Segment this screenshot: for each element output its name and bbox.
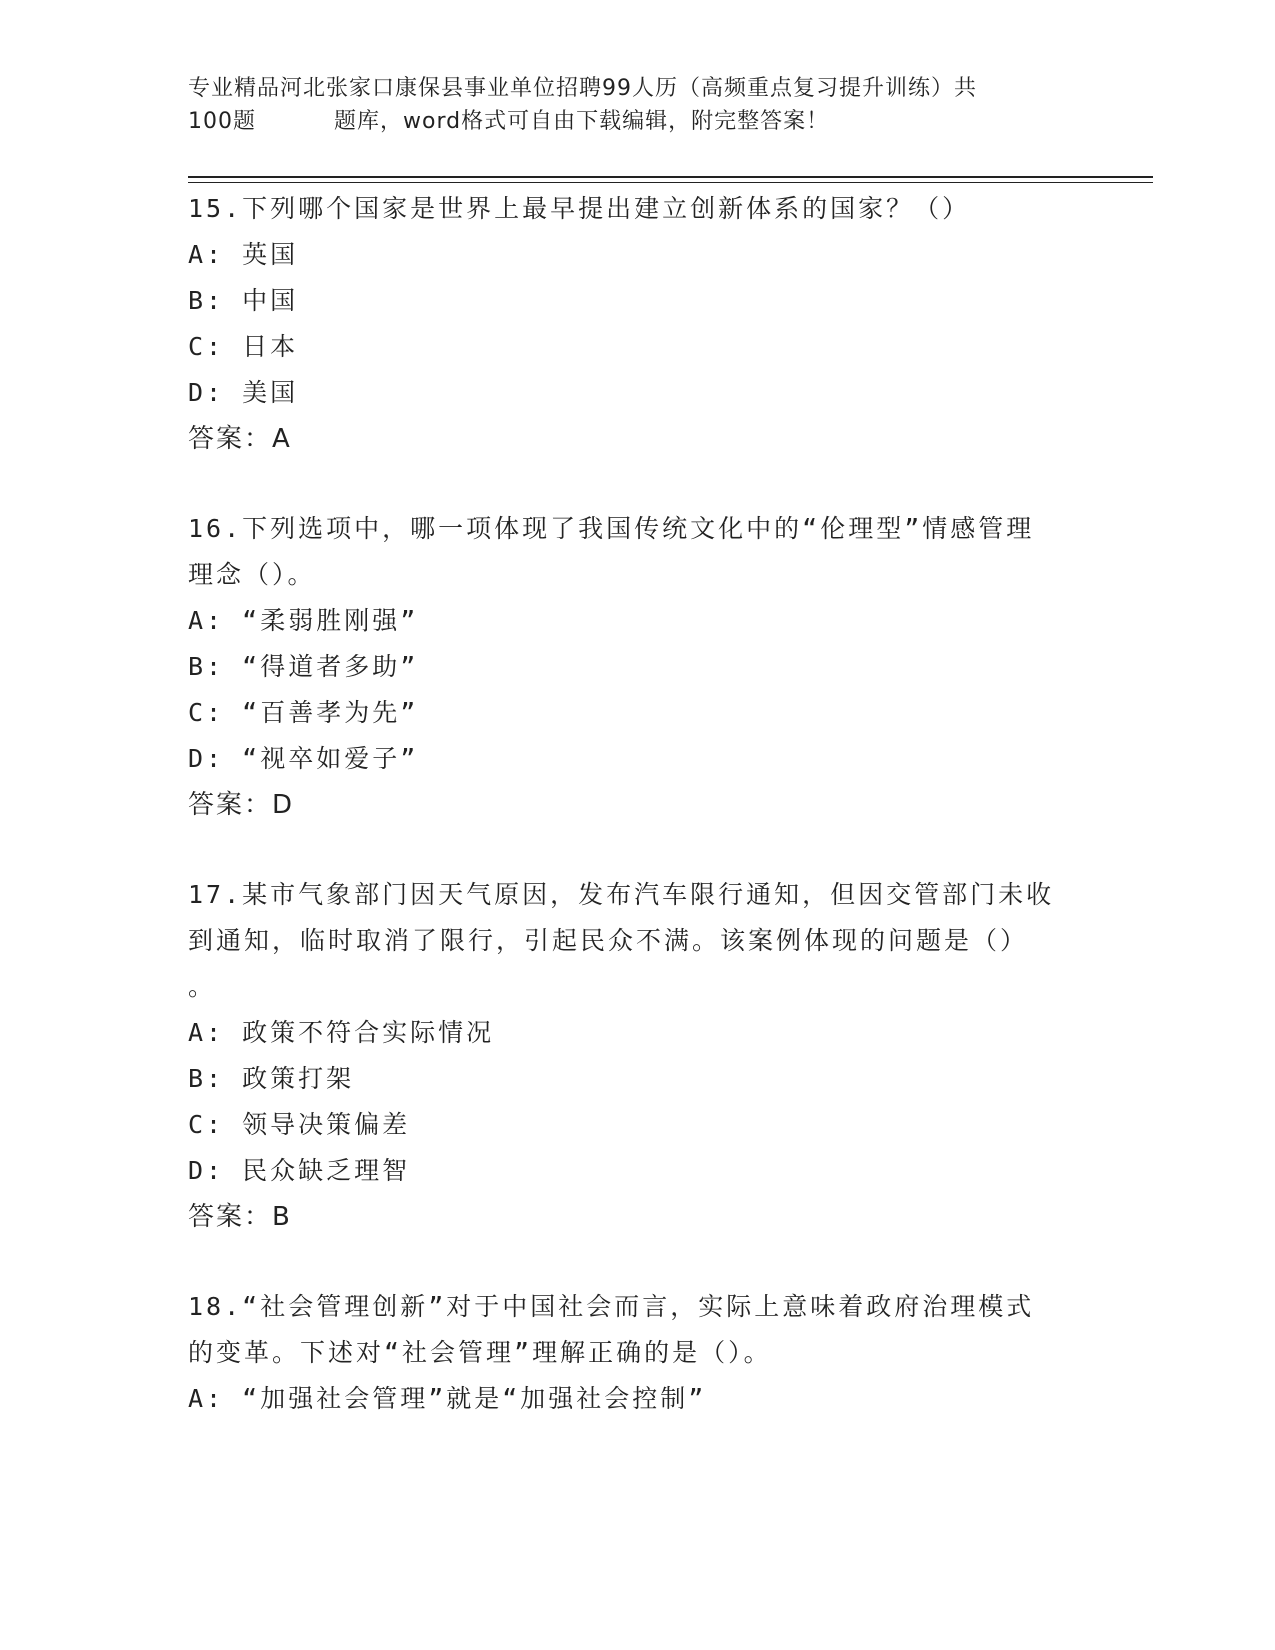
option-d: D: “视卒如爱子”	[188, 744, 419, 773]
option-b: B: “得道者多助”	[188, 652, 419, 681]
question-15	[188, 186, 1088, 462]
document-header	[188, 72, 1088, 138]
option-d: D: 民众缺乏理智	[188, 1156, 411, 1185]
header-line-1: 专业精品河北张家口康保县事业单位招聘99人历（高频重点复习提升训练）共	[188, 76, 977, 101]
option-c: C: 日本	[188, 332, 299, 361]
question-text: 16.下列选项中，哪一项体现了我国传统文化中的“伦理型”情感管理 理念（）。	[188, 514, 1035, 589]
header-line-2	[188, 105, 1088, 138]
question-text: 15.下列哪个国家是世界上最早提出建立创新体系的国家？（）	[188, 194, 971, 223]
option-a: A: “柔弱胜刚强”	[188, 606, 419, 635]
option-c: C: “百善孝为先”	[188, 698, 419, 727]
option-a: A: 政策不符合实际情况	[188, 1018, 495, 1047]
option-d: D: 美国	[188, 378, 299, 407]
header-divider-thin	[188, 182, 1153, 183]
header-count: 100题	[188, 109, 256, 134]
answer-line: 答案：D	[188, 790, 295, 820]
header-divider-thick	[188, 176, 1153, 178]
answer-line: 答案：B	[188, 1202, 292, 1232]
question-18	[188, 1284, 1088, 1422]
question-17	[188, 872, 1088, 1240]
question-text: 18.“社会管理创新”对于中国社会而言，实际上意味着政府治理模式 的变革。下述对“社会管理”理解正确的是（）。	[188, 1292, 1035, 1367]
option-a: A: 英国	[188, 240, 299, 269]
question-text: 17.某市气象部门因天气原因，发布汽车限行通知，但因交管部门未收 到通知，临时取消了限行，引起民众不满。该案例体现的问题是（） 。	[188, 880, 1055, 1001]
question-list	[188, 186, 1088, 1466]
option-b: B: 政策打架	[188, 1064, 355, 1093]
option-a: A: “加强社会管理”就是“加强社会控制”	[188, 1384, 707, 1413]
option-b: B: 中国	[188, 286, 299, 315]
answer-line: 答案：A	[188, 424, 292, 454]
question-16	[188, 506, 1088, 828]
header-description: 题库，word格式可自由下载编辑，附完整答案！	[334, 109, 830, 134]
option-c: C: 领导决策偏差	[188, 1110, 411, 1139]
